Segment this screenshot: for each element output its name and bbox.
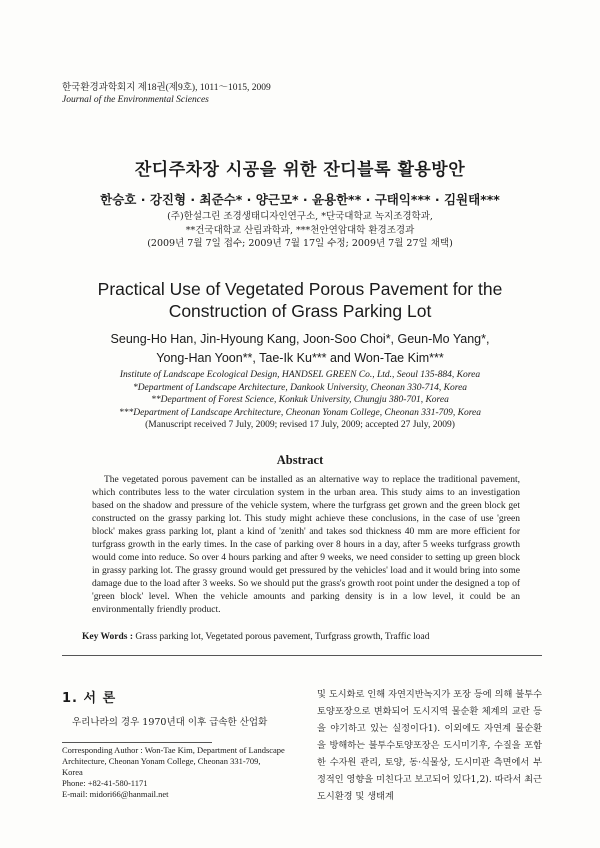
- keywords-label: Key Words :: [82, 632, 134, 642]
- english-authors-line: Seung-Ho Han, Jin-Hyoung Kang, Joon-Soo Choi*, Geun-Mo Yang*,: [110, 332, 490, 346]
- corresponding-author-footnote: [62, 745, 307, 800]
- journal-english-name: Journal of the Environmental Sciences: [62, 95, 209, 105]
- english-authors-line: Yong-Han Yoon**, Tae-Ik Ku*** and Won-Tae Kim***: [156, 351, 444, 365]
- abstract-body: The vegetated porous pavement can be installed as an alternative way to replace the traditional pavement, which contributes less to the water circulation system in the urban area. This study aims to an investigation based on the shadow and pressure of the vehicle system, where the turfgrass get grown and the green block get constructed on the grassy parking lot. This study might achieve these conclusions, in the case of use 'green block' makes grass parking lot, plant a kind of 'zenith' and takes sod thickness 40 mm are more efficient for turfgrass growth in the early times. In the case of parking over 8 hours in a day, after 5 weeks turfgrass growth would come into reduce. So over 4 hours parking and after 9 weeks, we need consider to setting up green block in grassy parking lot. The grassy ground would get pressured by the vehicles' load and it would bring into some damage due to the load after 3 weeks. So we should put the grass's growth root point under the designed a top of 'green block' level. When the vehicle amounts and parking density is in a low level, it could be an environmentally friendly product.: [92, 475, 520, 615]
- english-title-line: Construction of Grass Parking Lot: [168, 301, 432, 321]
- english-affiliation-line: Institute of Landscape Ecological Design, HANDSEL GREEN Co., Ltd., Seoul 135-884, Korea: [119, 370, 481, 380]
- journal-header: [62, 82, 271, 106]
- korean-affiliation-line: (주)한설그린 조경생태디자인연구소, *단국대학교 녹지조경학과,: [167, 211, 433, 222]
- english-title: [0, 278, 600, 322]
- korean-dates: (2009년 7월 7일 접수; 2009년 7월 17일 수정; 2009년 7월 27일 채택): [147, 238, 453, 249]
- english-affiliation-line: **Department of Forest Science, Konkuk University, Chungju 380-701, Korea: [151, 395, 449, 405]
- korean-affiliation-line: **건국대학교 산림과학과, ***천안연암대학 환경조경과: [185, 224, 415, 236]
- english-title-line: Practical Use of Vegetated Porous Pavement for the: [97, 279, 503, 299]
- english-dates: (Manuscript received 7 July, 2009; revised 17 July, 2009; accepted 27 July, 2009): [145, 420, 455, 430]
- korean-affiliations: [0, 210, 600, 251]
- footnote-line: Corresponding Author : Won-Tae Kim, Department of Landscape: [62, 745, 285, 755]
- divider: [62, 655, 542, 656]
- footnote-line: Architecture, Cheonan Yonam College, Cheonan 331-709,: [62, 756, 261, 766]
- footnote-line: Korea: [62, 767, 83, 777]
- section-heading: 1. 서 론: [62, 691, 117, 706]
- keywords: [82, 632, 542, 642]
- intro-right-text: 및 도시화로 인해 자연지반녹지가 포장 등에 의해 불투수토양포장으로 변화되어 도시지역 물순환 체계의 교란 등을 야기하고 있는 실정이다1). 이외에도 자연계 물순환을 방해하는 불투수토양포장은 도시미기후, 수질을 포함한 수자원 관리, 토양, 동·식물상, 도시미관 측면에서 부정적인 영향을 미친다고 보고되어 있다1,2). 따라서 최근 도시환경 및 생태계: [317, 689, 543, 802]
- english-affiliation-line: ***Department of Landscape Architecture, Cheonan Yonam College, Cheonan 331-709, Korea: [118, 407, 482, 418]
- korean-authors: 한승호 · 강진형 · 최준수* · 양근모* · 윤용한** · 구태익*** · 김원태***: [100, 192, 500, 207]
- keywords-text: Grass parking lot, Vegetated porous pavement, Turfgrass growth, Traffic load: [135, 632, 430, 642]
- footnote-divider: [62, 742, 212, 743]
- english-affiliations: [0, 369, 600, 432]
- journal-korean-citation: 한국환경과학회지 제18권(제9호), 1011～1015, 2009: [62, 83, 271, 93]
- english-affiliation-line: *Department of Landscape Architecture, Dankook University, Cheonan 330-714, Korea: [132, 382, 468, 393]
- footnote-email: E-mail: midori66@hanmail.net: [62, 789, 169, 799]
- footnote-phone: Phone: +82-41-580-1171: [62, 778, 148, 788]
- korean-title: 잔디주차장 시공을 위한 잔디블록 활용방안: [134, 160, 466, 180]
- abstract-heading: Abstract: [276, 453, 324, 467]
- intro-left-text: 우리나라의 경우 1970년대 이후 급속한 산업화: [72, 717, 268, 728]
- english-authors: [0, 330, 600, 368]
